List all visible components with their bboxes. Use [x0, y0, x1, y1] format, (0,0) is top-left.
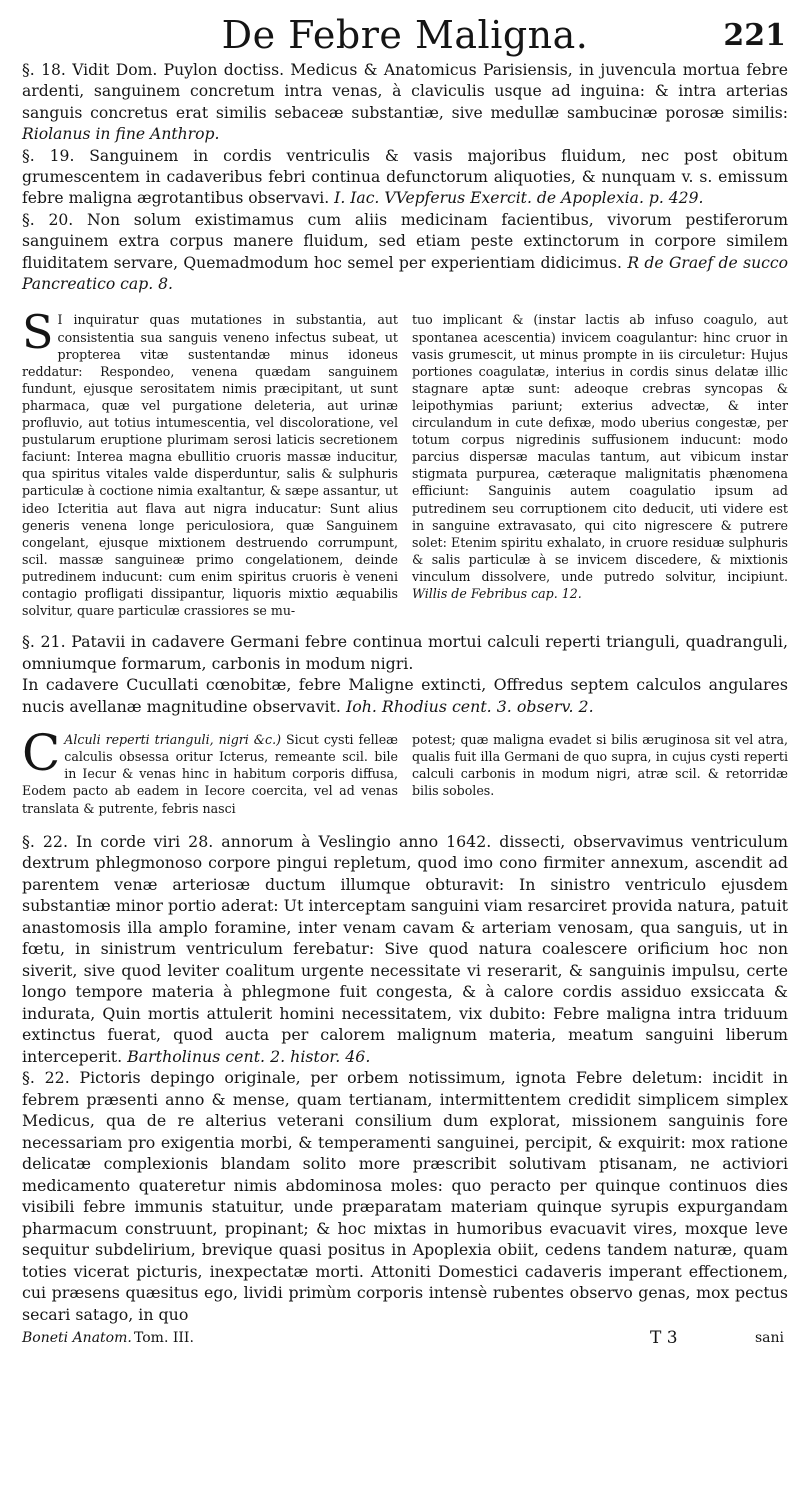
- footer-volume: Tom. III.: [134, 1330, 194, 1347]
- section-18: [22, 60, 788, 146]
- section-20-citation: R de Graef de succo Pancreatico cap. 8.: [22, 253, 788, 294]
- commentary-1-citation: Willis de Febribus cap. 12.: [412, 585, 582, 601]
- section-19-citation: I. Iac. VVepferus Exercit. de Apoplexia. p. 429.: [334, 189, 704, 208]
- commentary-2-left-text: Sicut cysti felleæ calculis obsessa oritur Icterus, remeante scil. bile in Iecur & venas hinc in habitum corporis diffusa, Eodem pacto ab eadem in Iecore coercita, vel ad venas translata & putrente, febris nasci: [22, 732, 398, 816]
- commentary-1-left-column: [22, 305, 398, 619]
- section-22-second: §. 22. Pictoris depingo originale, per orbem notissimum, ignota Febre deletum: incidit in febrem præsenti anno & mense, quam tertianam, intermittentem credidit simplicem simplex Medicus, qua de re alterius veterani consilium dum explorat, missionem sanguinis fore necessariam pro exigentia morbi, & temperamenti sanguinei, percipit, & exquirit: mox ratione delicatæ complexionis blandam solito more præscribit solutivam ptisanam, ne activiori medicamento quateretur nimis abdominosa moles: quo peracto per quinque continuos dies visibili febre immunis statuitur, unde præparatam materiam quinque syrupis expurgandam pharmacum construunt, propinant; & hoc mixtas in humoribus evacuavit vires, moxque leve sequitur subdelirium, brevique quasi positus in Apoplexia obiit, cedens tandem naturæ, quam toties vicerat picturis, inexpectatæ morti. Attoniti Domestici cadaveris imperant effectionem, cui præsens quæsitus ego, lividi primùm corporis intensè rubentes observo genas, mox pectus secari satago, in quo: [22, 1068, 788, 1324]
- section-22-first-text: §. 22. In corde viri 28. annorum à Veslingio anno 1642. dissecti, observavimus ventriculum dextrum phlegmonoso corpore pingui repletum, quod imo cono firmiter annexum, ascendit ad parentem venæ arteriosæ ductum illumque obturavit: In sinistro ventriculo ejusdem substantiæ minor portio aderat: Ut interceptam sanguini viam resarciret provida natura, patuit anastomosis illa amplo foramine, inter venam cavam & arteriam venosam, qua sanguis, ut in fœtu, in sinistrum ventriculum ferebatur: Sive quod natura coalescere orificium hoc non siverit, sive quod leviter coalitum urgente necessitate vi reserarit, & sanguinis impulsu, certe longo tempore materia à phlegmone fuit congesta, & à calore cordis assiduo exsiccata & indurata, Quin mortis attulerit homini necessitatem, vix dubito: Febre maligna intra triduum extinctus fuerat, quod aucta per calorem malignum materia, meatum sanguini liberum interceperit.: [22, 831, 788, 1066]
- commentary-1-right-text: tuo implicant & (instar lactis ab infuso coagulo, aut spontanea acescentia) invicem coagulantur: hinc cruor in vasis grumescit, ut minus prompte in iis circuletur: Hujus portiones coagulatæ, interius in cordis sinus delatæ illic stagnare aptæ sunt: adeoque crebras syncopas & leipothymias pariunt; exterius advectæ, & inter circulandum in cute defixæ, modo uberius congestæ, per totum corpus nigredinis suffusionem inducunt: modo parcius dispersæ maculas tantum, aut vibicum instar stigmata purpurea, cæteraque malignitatis phænomena efficiunt: Sanguinis autem coagulatio ipsum ad putredinem seu corruptionem cito deducit, uti videre est in sanguine extravasato, qui cito nigrescere & putrere solet: Etenim spiritu exhalato, in cruore residuæ sulphuris & salis particulæ à se invicem discedere, & mixtionis vinculum dissolvere, unde putredo solvitur, incipiunt.: [412, 312, 788, 584]
- section-21-continued: [22, 674, 788, 717]
- page-footer: [22, 1325, 788, 1351]
- commentary-2-lemma: Alculi reperti trianguli, nigri &c.): [64, 732, 281, 748]
- running-title: De Febre Maligna.: [221, 13, 589, 57]
- commentary-1-left-text: I inquiratur quas mutationes in substantia, aut consistentia sua sanguis veneno infectus subeat, ut propterea vitæ sustentandæ minus idoneus reddatur: Respondeo, venena quædam sanguinem fundunt, ejusque serositatem nimis præcipitant, ut sunt pharmaca, quæ vel purgatione deleteria, aut urinæ profluvio, aut totius intumescentia, vel discoloratione, vel pustularum eruptione plurimam serosi laticis secretionem faciunt: Interea magna ebullitio cruoris massæ inducitur, qua spiritus vitales valde disperduntur, salis & sulphuris particulæ à coctione nimia exaltantur, & sæpe assantur, ut ideo Icteritia aut flava aut nigra inducatur: Sunt alius generis venena longe periculosiora, quæ Sanguinem congelant, ejusque mixtionem destruendo corrumpunt, scil. massæ sanguineæ primo congelationem, deinde putredinem inducunt: cum enim spiritus cruoris è veneni contagio profligati dissipantur, liquoris mixtio æquabilis solvitur, quare particulæ crassiores se mu-: [22, 312, 398, 619]
- section-21: §. 21. Patavii in cadavere Germani febre continua mortui calculi reperti trianguli, quadranguli, omniumque formarum, carbonis in modum nigri.: [22, 632, 788, 673]
- commentary-2-right-column: [412, 731, 788, 816]
- commentary-2-dropcap: C: [22, 724, 61, 783]
- page-header: [22, 10, 788, 60]
- section-21-text-2: In cadavere Cucullati cœnobitæ, febre Maligne extincti, Offredus septem calculos angulares nucis avellanæ magnitudine observavit.: [22, 675, 788, 716]
- commentary-2-right-text: potest; quæ maligna evadet si bilis æruginosa sit vel atra, qualis fuit illa Germani de quo supra, in cujus cysti reperti calculi carbonis in modum nigri, atræ scil. & retorridæ bilis soboles.: [412, 732, 788, 799]
- section-18-text: §. 18. Vidit Dom. Puylon doctiss. Medicus & Anatomicus Parisiensis, in juvencula mortua febre ardenti, sanguinem concretum intra venas, à claviculis usque ad inguina: & intra arterias sanguis concretus erat similis sebaceæ substantiæ, sive medullæ sambucinæ porosæ similis:: [22, 61, 788, 122]
- commentary-2: [22, 724, 788, 816]
- section-19-text: §. 19. Sanguinem in cordis ventriculis & vasis majoribus fluidum, nec post obitum grumescentem in cadaveribus febri continua defunctorum aliquoties, & nunquam v. s. emissum febre maligna ægrotantibus observavi.: [22, 146, 788, 208]
- section-18-citation: Riolanus in fine Anthrop.: [22, 125, 220, 144]
- commentary-1-dropcap: S: [22, 305, 54, 360]
- signature-mark: T 3: [650, 1328, 678, 1349]
- commentary-1-right-column: [412, 311, 788, 619]
- section-22-first-citation: Bartholinus cent. 2. histor. 46.: [127, 1046, 371, 1066]
- section-21-citation: Ioh. Rhodius cent. 3. observ. 2.: [345, 696, 594, 716]
- section-19: [22, 146, 788, 210]
- commentary-2-left-column: [22, 724, 398, 816]
- catchword: sani: [754, 1330, 784, 1347]
- page-number: 221: [723, 18, 786, 53]
- section-20-text: §. 20. Non solum existimamus cum aliis medicinam facientibus, vivorum pestiferorum sanguinem extra corpus manere fluidum, sed etiam peste extinctorum in corpore similem fluiditatem servare, Quemadmodum hoc semel per experientiam didicimus.: [22, 210, 788, 272]
- commentary-1: [22, 305, 788, 619]
- footer-author: Boneti Anatom.: [22, 1330, 132, 1347]
- section-20: [22, 210, 788, 296]
- section-22-first: [22, 831, 788, 1068]
